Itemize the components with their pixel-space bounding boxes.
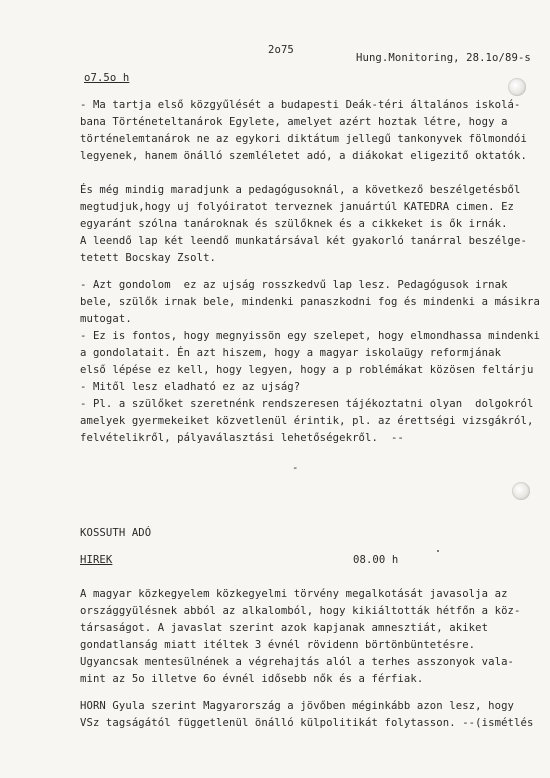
text-line: történelemtanárok ne az egykori diktátum jellegű tankonyvek fölmondói	[80, 133, 527, 145]
text-line: - Ez is fontos, hogy megnyissön egy szelepet, hogy elmondhassa mindenki	[80, 330, 540, 342]
text-line: HORN Gyula szerint Magyarország a jövőben méginkább azon lesz, hogy	[80, 700, 515, 712]
text-line: - Pl. a szülőket szeretnénk rendszeresen tájékoztatni olyan dolgokról	[80, 398, 534, 410]
text-line: - Azt gondolom ez az ujság rosszkedvű lap lesz. Pedagógusok irnak	[80, 279, 508, 291]
page-number: 2o75	[268, 44, 294, 56]
text-line: felvételikről, pályaválasztási lehetőségekről. --	[80, 432, 404, 444]
text-line: És még mindig maradjunk a pedagógusoknál, a következő beszélgetésből	[80, 184, 521, 196]
text-line: A magyar közkegyelem közkegyelmi törvény megalkotását javasolja az	[80, 588, 508, 600]
text-line: megtudjuk,hogy uj folyóiratot terveznek januártúl KATEDRA cimen. Ez	[80, 201, 515, 213]
text-line: mutogat.	[80, 313, 132, 325]
text-line: - Mitől lesz eladható ez az ujság?	[80, 381, 301, 393]
punch-hole	[512, 482, 530, 500]
text-line: bele, szülők irnak bele, mindenki panaszkodni fog és mindenki a másikra	[80, 296, 540, 308]
text-line: gondatlanság miatt itéltek 3 évnél rövidenn börtönbüntetésre.	[80, 639, 476, 651]
text-line: országgyülésnek abból az alkalomból, hogy kikiáltották hétfőn a köz-	[80, 605, 521, 617]
text-line: VSz tagságától függetlenül önálló külpolitikát folytasson. --(ismétlés	[80, 717, 534, 729]
text-line: - Ma tartja első közgyűlését a budapesti Deák-téri általános iskolá-	[80, 99, 521, 111]
text-line: legyenek, hanem önálló szemléletet adó, a diákokat eligezitő oktatók.	[80, 150, 527, 162]
text-line: társaságot. A javaslat szerint azok kapjanak amnesztiát, akiket	[80, 622, 489, 634]
station-name: KOSSUTH ADÓ	[80, 527, 152, 539]
source-line: Hung.Monitoring, 28.1o/89-s	[356, 52, 531, 64]
text-line: első lépése ez kell, hogy legyen, hogy a p roblémákat közösen feltárju	[80, 364, 534, 376]
section-time: o7.5o h	[84, 72, 130, 84]
ink-dot	[437, 550, 439, 552]
punch-hole	[508, 78, 526, 96]
text-line: Ugyancsak mentesülnének a végrehajtás alól a terhes asszonyok vala-	[80, 656, 515, 668]
text-line: egyaránt szólna tanároknak és szülőknek és a cikkeket is ők irnák.	[80, 218, 508, 230]
text-line: amelyek gyermekeiket közvetlenül érintik, pl. az érettségi vizsgákról,	[80, 415, 534, 427]
text-line: A leendő lap két leendő munkatársával két gyakorló tanárral beszélge-	[80, 235, 527, 247]
text-line: bana Történeteltanárok Egylete, amelyet azért hoztak létre, hogy a	[80, 116, 508, 128]
section-separator: -	[292, 462, 299, 474]
text-line: tetett Bocskay Zsolt.	[80, 252, 217, 264]
text-line: mint az 5o illetve 6o évnél idősebb nők és a férfiak.	[80, 673, 424, 685]
program-time: 08.00 h	[353, 554, 399, 566]
program-title: HIREK	[80, 554, 113, 566]
text-line: a gondolatait. Én azt hiszem, hogy a magyar iskolaügy reformjának	[80, 347, 502, 359]
